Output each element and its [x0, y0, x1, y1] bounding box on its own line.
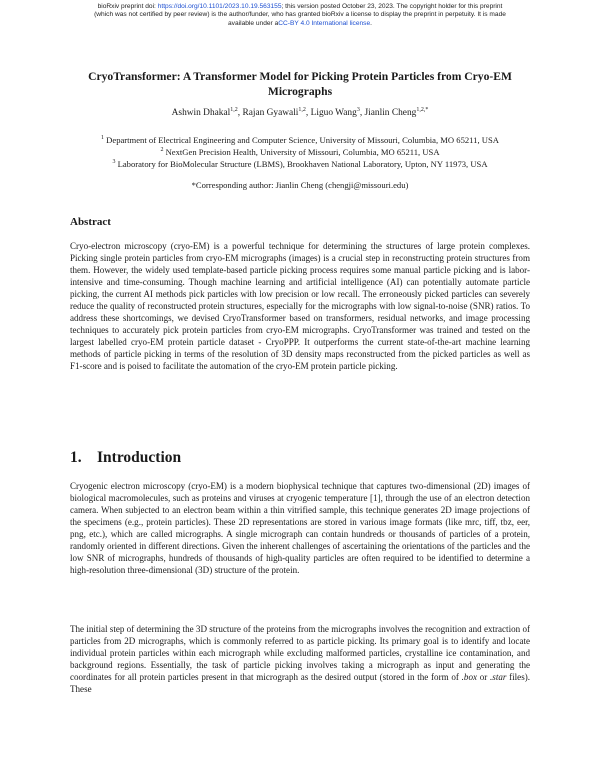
author-separator: , [359, 108, 365, 118]
preprint-line-2: (which was not certified by peer review) is the author/funder, who has granted bioRxiv a license to display the preprint in perpetuity. It is made [94, 11, 506, 19]
author-affiliation-marker: 1,2 [298, 106, 306, 113]
author-affiliation-marker: 3 [356, 106, 360, 113]
file-extension-box: .box [461, 672, 477, 683]
introduction-paragraph-2 [70, 623, 530, 695]
section-number: 1. [70, 449, 82, 466]
section-title: Introduction [97, 449, 182, 466]
preprint-line-3 [0, 20, 600, 28]
affiliation [40, 134, 560, 146]
paragraph-text-end: files). These [70, 672, 530, 695]
affiliation-text: Department of Electrical Engineering and Computer Science, University of Missouri, Columbia, MO 65211, USA [104, 135, 499, 145]
license-link[interactable]: CC-BY 4.0 International license [278, 19, 371, 27]
introduction-paragraph-1: Cryogenic electron microscopy (cryo-EM) is a modern biophysical technique that captures two-dimensional (2D) images of biological macromolecules, such as proteins and viruses at cryogenic temperature [1], through the use of an electron detection camera. When subjected to an electron beam within a thin vitrified sample, this technique generates 2D image projections of the specimens (e.g., protein particles). These 2D representations are stored in various image formats (like mrc, tiff, tbz, eer, png, etc.), which are called micrographs. A single micrograph can contain hundreds or thousands of particles of a protein, randomly oriented in different directions. Given the inherent challenges of ascertaining the orientations of the particles and the low SNR of micrographs, hundreds of thousands of high-quality particles are often required to be identified to determine a high-resolution three-dimensional (3D) structure of the protein. [70, 481, 530, 576]
author [365, 108, 429, 118]
author-list [60, 107, 540, 119]
affiliation-text: Laboratory for BioMolecular Structure (LBMS), Brookhaven National Laboratory, Upton, NY 11973, USA [115, 159, 488, 169]
author-affiliation-marker: 1,2 [230, 106, 238, 113]
file-extension-star: .star [490, 672, 507, 683]
affiliation-marker: 1 [101, 135, 105, 142]
author-name: Rajan Gyawali [242, 108, 299, 118]
author [172, 108, 243, 118]
preprint-line-3-suffix: . [370, 19, 372, 27]
author-affiliation-marker: 1,2,* [416, 106, 429, 113]
preprint-line-3-prefix: available under a [228, 19, 279, 27]
section-heading-introduction [70, 449, 181, 467]
affiliation [40, 158, 560, 170]
affiliation [40, 146, 560, 158]
paragraph-text-or: or [477, 672, 491, 683]
author-name: Liguo Wang [310, 108, 357, 118]
corresponding-author: *Corresponding author: Jianlin Cheng (chengji@missouri.edu) [191, 180, 409, 190]
author-separator: , [305, 108, 311, 118]
affiliation-marker: 2 [160, 147, 164, 154]
author [311, 108, 365, 118]
abstract-text: Cryo-electron microscopy (cryo-EM) is a powerful technique for determining the structures of large protein complexes. Picking single protein particles from cryo-EM micrographs (images) is a crucial step in reconstructing protein structures from them. However, the widely used template-based particle picking process requires some manual particle picking and is labor-intensive and time-consuming. Though machine learning and artificial intelligence (AI) can potentially automate particle picking, the current AI methods pick particles with low precision or low recall. The erroneously picked particles can severely reduce the quality of reconstructed protein structures, especially for the micrographs with low signal-to-noise (SNR) ratios. To address these shortcomings, we devised CryoTransformer based on transformers, residual networks, and image processing techniques to accurately pick protein particles from cryo-EM micrographs. CryoTransformer was trained and tested on the largest labelled cryo-EM protein particle dataset - CryoPPP. It outperforms the current state-of-the-art machine learning methods of particle picking in terms of the resolution of 3D density maps reconstructed from the picked particles as well as F1-score and is poised to facilitate the automation of the cryo-EM protein particle picking. [70, 241, 530, 372]
paragraph-text: The initial step of determining the 3D structure of the proteins from the micrographs involves the recognition and extraction of particles from 2D micrographs, which is commonly referred to as particle picking. Its primary goal is to identify and locate individual protein particles within each micrograph while excluding malformed particles, crystalline ice contamination, and background regions. Essentially, the task of particle picking involves taking a micrograph as input and generating the coordinates for all protein particles present in that micrograph as the desired output (stored in the form of [70, 624, 530, 683]
affiliation-marker: 3 [112, 159, 116, 166]
preprint-header [0, 3, 600, 28]
author [242, 108, 310, 118]
paper-title: CryoTransformer: A Transformer Model for Picking Protein Particles from Cryo-EM Micrographs [88, 70, 512, 98]
affiliation-text: NextGen Precision Health, University of Missouri, Columbia, MO 65211, USA [163, 147, 440, 157]
author-separator: , [237, 108, 243, 118]
abstract-heading: Abstract [70, 216, 111, 228]
author-name: Jianlin Cheng [364, 108, 417, 118]
preprint-line-1 [0, 3, 600, 11]
author-name: Ashwin Dhakal [171, 108, 231, 118]
preprint-line-1-suffix: ; this version posted October 23, 2023. The copyright holder for this preprint [281, 3, 503, 10]
preprint-line-1-prefix: bioRxiv preprint doi: [97, 3, 158, 10]
affiliation-list [40, 134, 560, 170]
doi-link[interactable]: https://doi.org/10.1101/2023.10.19.563155 [157, 3, 282, 10]
